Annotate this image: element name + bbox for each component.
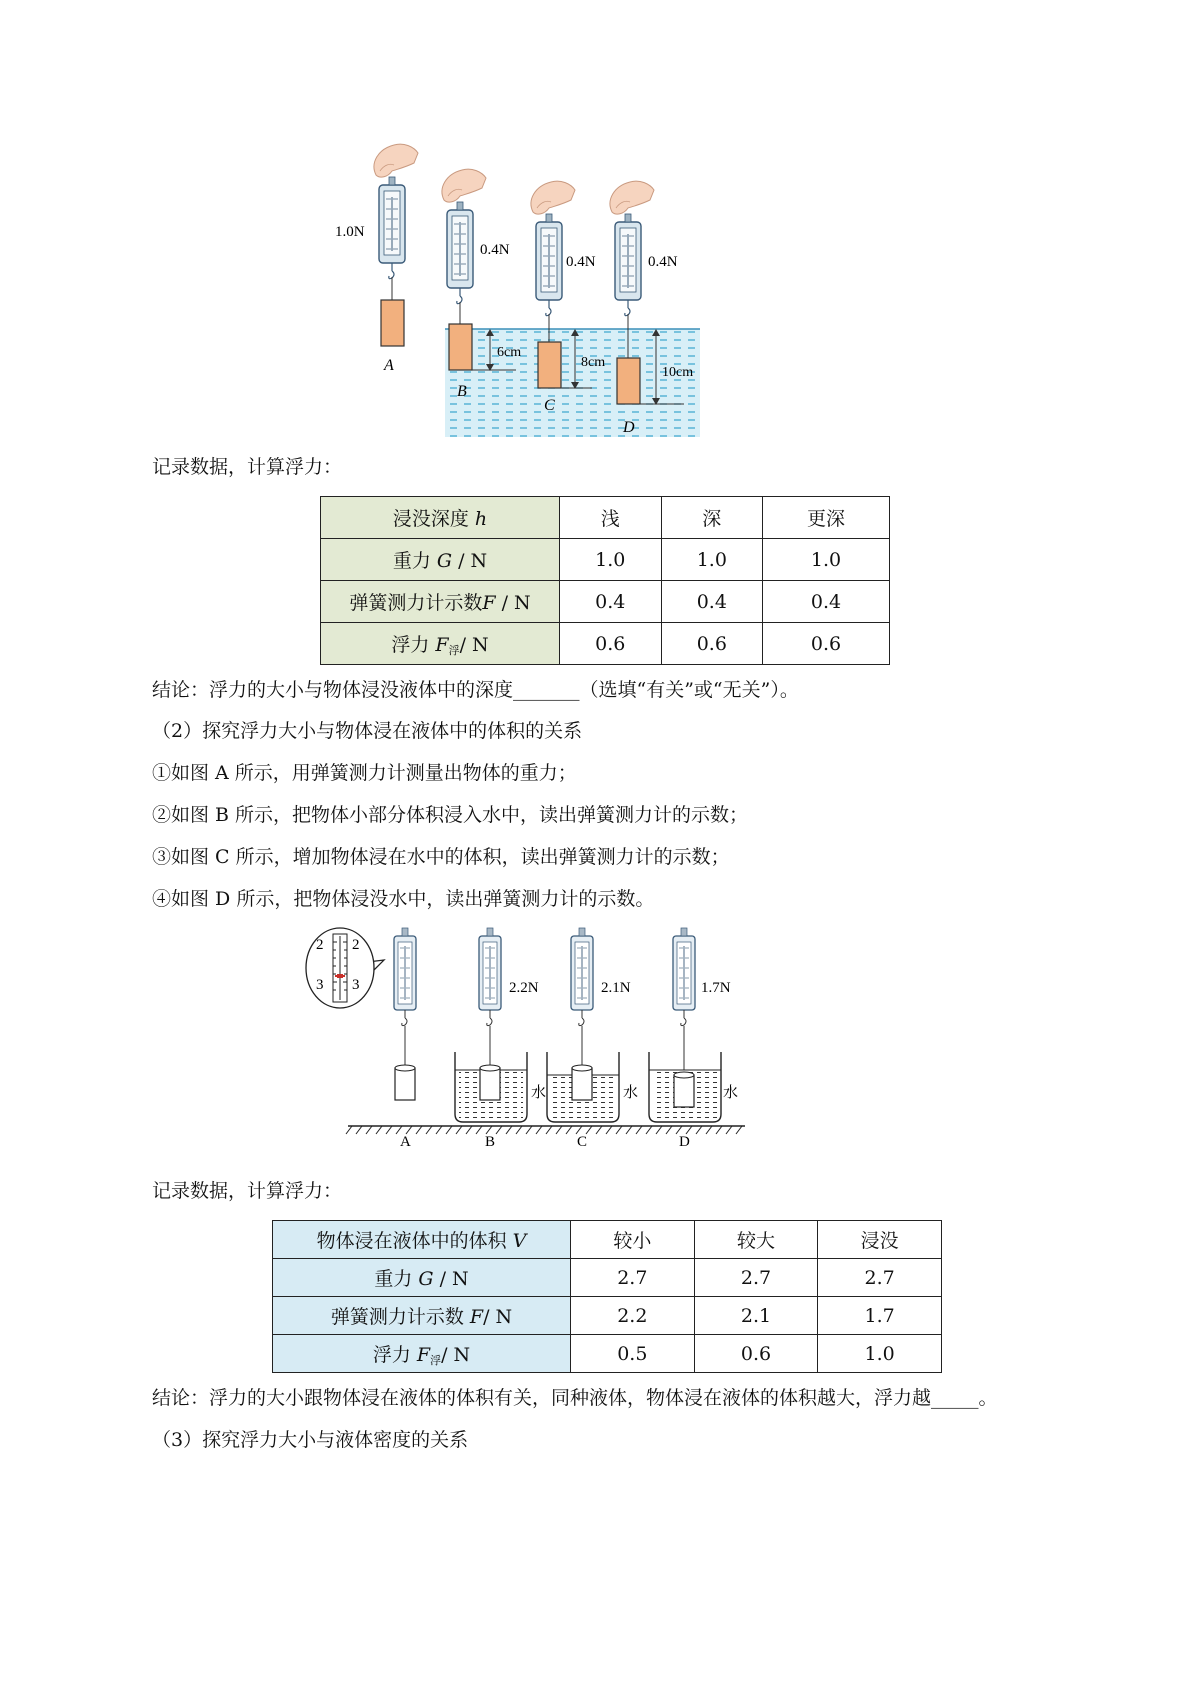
zoom-tick-left-2: 2: [316, 937, 324, 953]
table-depth: [320, 496, 890, 665]
table-cell: 0.6: [560, 623, 662, 665]
step-2: ②如图 B 所示，把物体小部分体积浸入水中，读出弹簧测力计的示数；: [152, 804, 749, 826]
table-row: [273, 1335, 942, 1373]
figure-1-spring-scale-depth: [0, 0, 1200, 450]
table-row: [321, 497, 890, 539]
zoom-tick-left-3: 3: [316, 977, 324, 993]
table-cell: 0.4: [763, 581, 890, 623]
table-cell: 0.6: [694, 1335, 818, 1373]
zoom-tick-right-3: 3: [352, 977, 360, 993]
label-c2: C: [577, 1134, 588, 1150]
table-cell: 1.7: [818, 1297, 942, 1335]
conclusion-2: 结论：浮力的大小跟物体浸在液体的体积有关，同种液体，物体浸在液体的体积越大，浮力越_____。: [152, 1387, 998, 1409]
table-cell: 1.0: [818, 1335, 942, 1373]
figure-2-spring-scale-volume: [0, 920, 1200, 1170]
table-cell: 0.4: [661, 581, 763, 623]
step-4: ④如图 D 所示，把物体浸没水中，读出弹簧测力计的示数。: [152, 888, 655, 910]
table-cell: 2.7: [818, 1259, 942, 1297]
table-header-cell: 较小: [571, 1221, 695, 1259]
reading-d2: 1.7N: [701, 980, 731, 996]
step-1: ①如图 A 所示，用弹簧测力计测量出物体的重力；: [152, 762, 577, 784]
depth-b: 6cm: [497, 345, 522, 360]
table-cell: 2.7: [571, 1259, 695, 1297]
cylinder-c: [572, 1068, 592, 1100]
zoom-tick-right-2: 2: [352, 937, 360, 953]
table-row-label: 弹簧测力计示数 F/ N: [273, 1297, 571, 1335]
table-header-cell: 物体浸在液体中的体积 V: [273, 1221, 571, 1259]
label-c: C: [544, 397, 555, 414]
reading-c: 0.4N: [566, 254, 596, 270]
table-header-cell: 更深: [763, 497, 890, 539]
label-a2: A: [400, 1134, 411, 1150]
table-row-label: 弹簧测力计示数F / N: [321, 581, 560, 623]
water-label-b: 水: [531, 1085, 547, 1101]
conclusion-1: 结论：浮力的大小与物体浸没液体中的深度_______（选填“有关”或“无关”）。: [152, 679, 799, 701]
table-cell: 1.0: [661, 539, 763, 581]
table-cell: 1.0: [560, 539, 662, 581]
table-row: [321, 623, 890, 665]
table-row: [321, 539, 890, 581]
reading-c2: 2.1N: [601, 980, 631, 996]
table-cell: 2.1: [694, 1297, 818, 1335]
table-row: [273, 1221, 942, 1259]
zoom-bubble: [306, 928, 384, 1008]
block-c: [538, 342, 561, 388]
record-label-2: 记录数据，计算浮力：: [152, 1180, 343, 1202]
water-label-c: 水: [623, 1085, 639, 1101]
table-cell: 0.4: [560, 581, 662, 623]
step-3: ③如图 C 所示，增加物体浸在水中的体积，读出弹簧测力计的示数；: [152, 846, 730, 868]
reading-d: 0.4N: [648, 254, 678, 270]
cylinder-a: [395, 1068, 415, 1100]
reading-b2: 2.2N: [509, 980, 539, 996]
label-d2: D: [679, 1134, 690, 1150]
depth-c: 8cm: [581, 355, 606, 370]
table-cell: 2.2: [571, 1297, 695, 1335]
depth-d: 10cm: [662, 365, 694, 380]
section-2-title: （2）探究浮力大小与物体浸在液体中的体积的关系: [152, 720, 583, 742]
table-cell: 0.6: [763, 623, 890, 665]
table-cell: 0.6: [661, 623, 763, 665]
label-b2: B: [485, 1134, 496, 1150]
cylinder-d: [674, 1075, 694, 1107]
label-b: B: [457, 383, 467, 400]
table-row-label: 浮力 $F_浮/$ N: [273, 1335, 571, 1373]
table-row-label: 重力 G / N: [273, 1259, 571, 1297]
label-a: A: [384, 357, 394, 374]
table-cell: 1.0: [763, 539, 890, 581]
table-cell: 0.5: [571, 1335, 695, 1373]
water-label-d: 水: [723, 1085, 739, 1101]
table-cell: 2.7: [694, 1259, 818, 1297]
table-row: [273, 1259, 942, 1297]
table-header-cell: 深: [661, 497, 763, 539]
block-d: [617, 358, 640, 404]
table-header-cell: 浸没: [818, 1221, 942, 1259]
table-row-label: 浮力 $F_浮/$ N: [321, 623, 560, 665]
table-row-label: 重力 G / N: [321, 539, 560, 581]
table-row: [321, 581, 890, 623]
record-label-1: 记录数据，计算浮力：: [152, 456, 343, 478]
label-d: D: [623, 419, 635, 436]
block-b: [449, 324, 472, 370]
table-header-cell: 浸没深度 h: [321, 497, 560, 539]
cylinder-b: [480, 1068, 500, 1100]
table-row: [273, 1297, 942, 1335]
table-header-cell: 较大: [694, 1221, 818, 1259]
reading-b: 0.4N: [480, 242, 510, 258]
section-3-title: （3）探究浮力大小与液体密度的关系: [152, 1429, 469, 1451]
reading-a: 1.0N: [335, 224, 365, 240]
block-a: [381, 300, 404, 346]
table-volume: [272, 1220, 942, 1373]
table-header-cell: 浅: [560, 497, 662, 539]
